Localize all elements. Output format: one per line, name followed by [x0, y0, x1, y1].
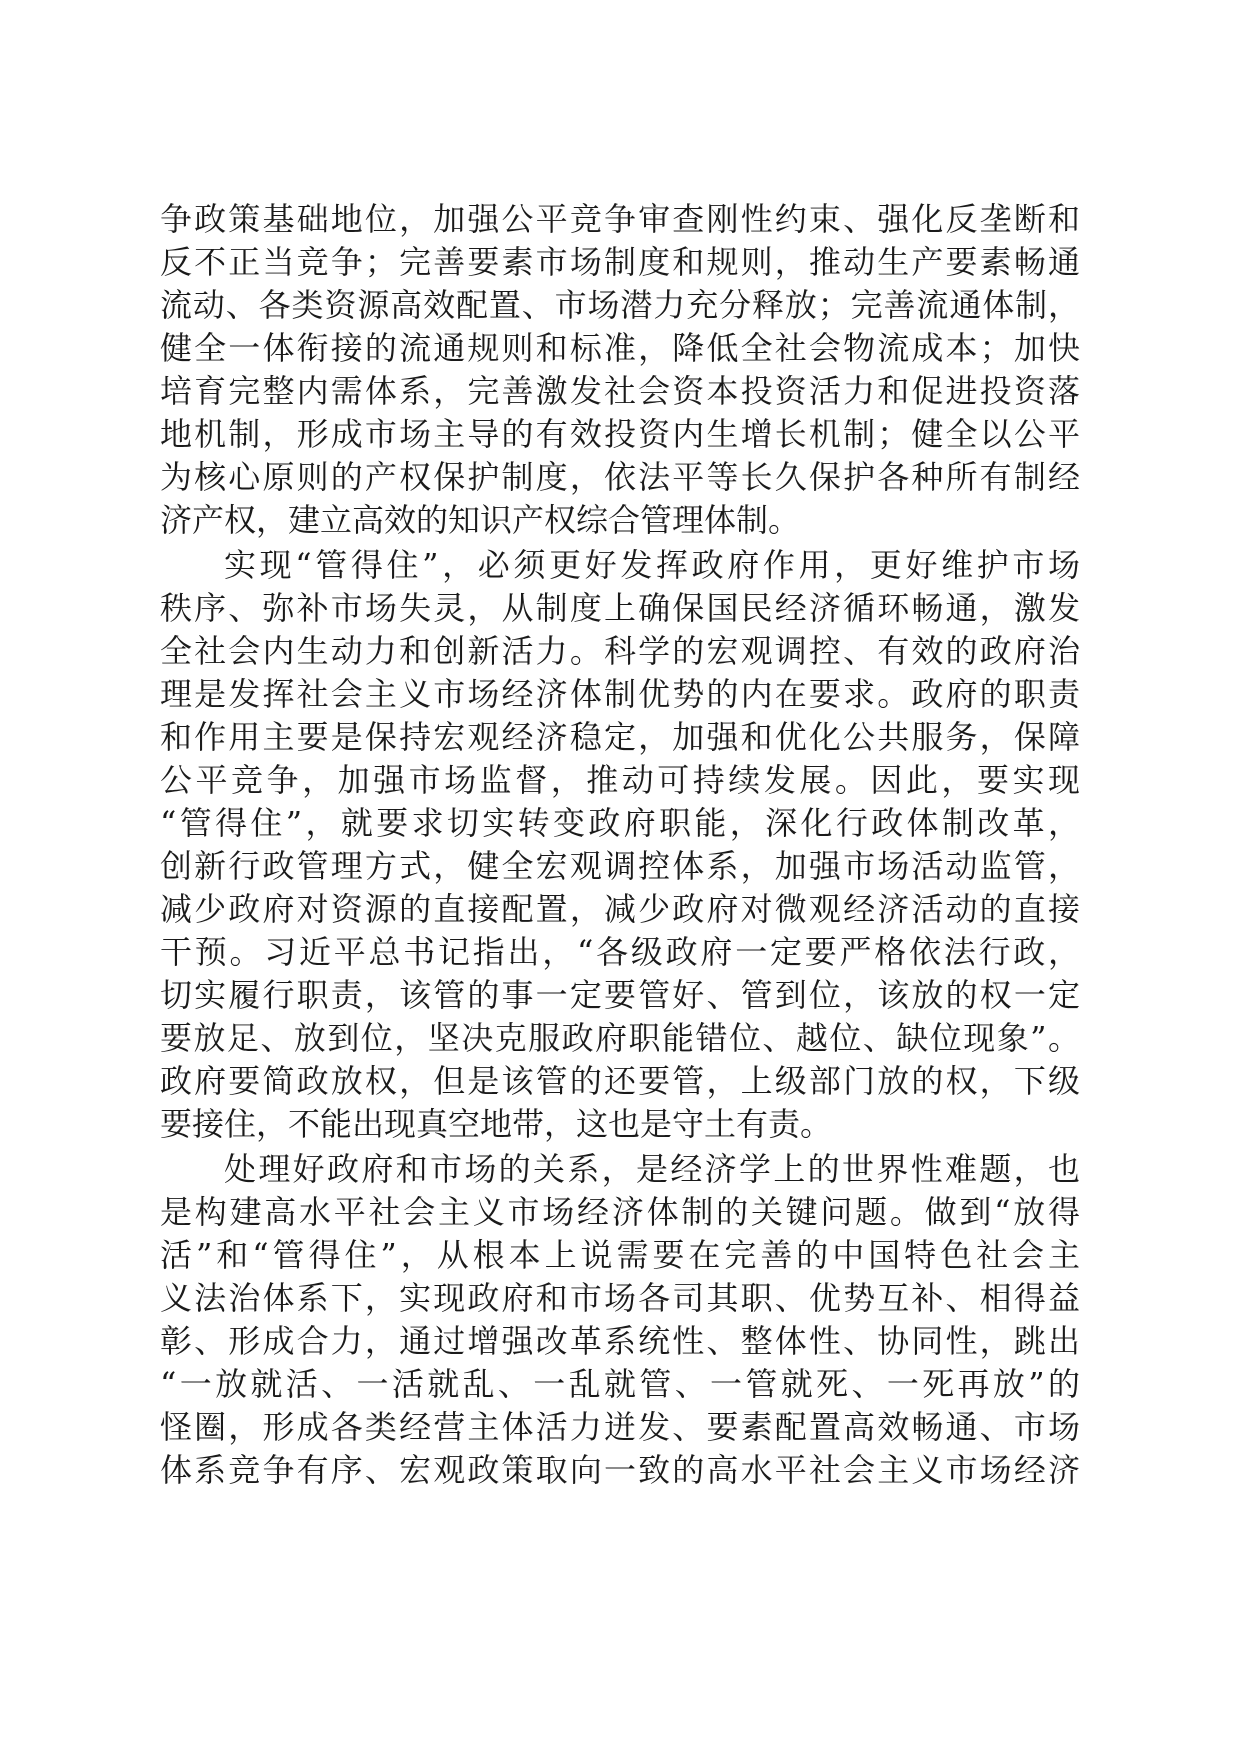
text-line: 要放足、放到位，坚决克服政府职能错位、越位、缺位现象”。	[160, 1019, 1080, 1057]
text-line: 秩序、弥补市场失灵，从制度上确保国民经济循环畅通，激发	[160, 589, 1080, 627]
text-line: 义法治体系下，实现政府和市场各司其职、优势互补、相得益	[160, 1279, 1080, 1317]
text-line: 活”和“管得住”，从根本上说需要在完善的中国特色社会主	[160, 1236, 1080, 1274]
paragraph-3	[160, 1148, 1080, 1492]
text-line: 反不正当竞争；完善要素市场制度和规则，推动生产要素畅通	[160, 243, 1080, 281]
text-line: 干预。习近平总书记指出，“各级政府一定要严格依法行政，	[160, 933, 1080, 971]
text-line: 处理好政府和市场的关系，是经济学上的世界性难题，也	[224, 1150, 1080, 1188]
text-line: 是构建高水平社会主义市场经济体制的关键问题。做到“放得	[160, 1193, 1080, 1231]
text-line: 健全一体衔接的流通规则和标准，降低全社会物流成本；加快	[160, 329, 1080, 367]
paragraph-2	[160, 544, 1080, 1146]
text-line: 和作用主要是保持宏观经济稳定，加强和优化公共服务，保障	[160, 718, 1080, 756]
text-line: 为核心原则的产权保护制度，依法平等长久保护各种所有制经	[160, 458, 1080, 496]
text-line: 怪圈，形成各类经营主体活力迸发、要素配置高效畅通、市场	[160, 1408, 1080, 1446]
text-line: 要接住，不能出现真空地带，这也是守土有责。	[160, 1105, 833, 1143]
body-text	[160, 198, 1080, 1492]
text-line: 流动、各类资源高效配置、市场潜力充分释放；完善流通体制，	[160, 286, 1080, 324]
text-line: 理是发挥社会主义市场经济体制优势的内在要求。政府的职责	[160, 675, 1080, 713]
text-line: 培育完整内需体系，完善激发社会资本投资活力和促进投资落	[160, 372, 1080, 410]
text-line: 实现“管得住”，必须更好发挥政府作用，更好维护市场	[224, 546, 1080, 584]
text-line: 创新行政管理方式，健全宏观调控体系，加强市场活动监管，	[160, 847, 1080, 885]
text-line: 公平竞争，加强市场监督，推动可持续发展。因此，要实现	[160, 761, 1080, 799]
text-line: “一放就活、一活就乱、一乱就管、一管就死、一死再放”的	[160, 1365, 1080, 1403]
text-line: 体系竞争有序、宏观政策取向一致的高水平社会主义市场经济	[160, 1451, 1080, 1489]
text-line: “管得住”，就要求切实转变政府职能，深化行政体制改革，	[160, 804, 1080, 842]
text-line: 全社会内生动力和创新活力。科学的宏观调控、有效的政府治	[160, 632, 1080, 670]
text-line: 地机制，形成市场主导的有效投资内生增长机制；健全以公平	[160, 415, 1080, 453]
text-line: 彰、形成合力，通过增强改革系统性、整体性、协同性，跳出	[160, 1322, 1080, 1360]
paragraph-1	[160, 198, 1080, 542]
text-line: 政府要简政放权，但是该管的还要管，上级部门放的权，下级	[160, 1062, 1080, 1100]
text-line: 减少政府对资源的直接配置，减少政府对微观经济活动的直接	[160, 890, 1080, 928]
text-line: 争政策基础地位，加强公平竞争审查刚性约束、强化反垄断和	[160, 200, 1080, 238]
text-line: 济产权，建立高效的知识产权综合管理体制。	[160, 501, 801, 539]
text-line: 切实履行职责，该管的事一定要管好、管到位，该放的权一定	[160, 976, 1080, 1014]
